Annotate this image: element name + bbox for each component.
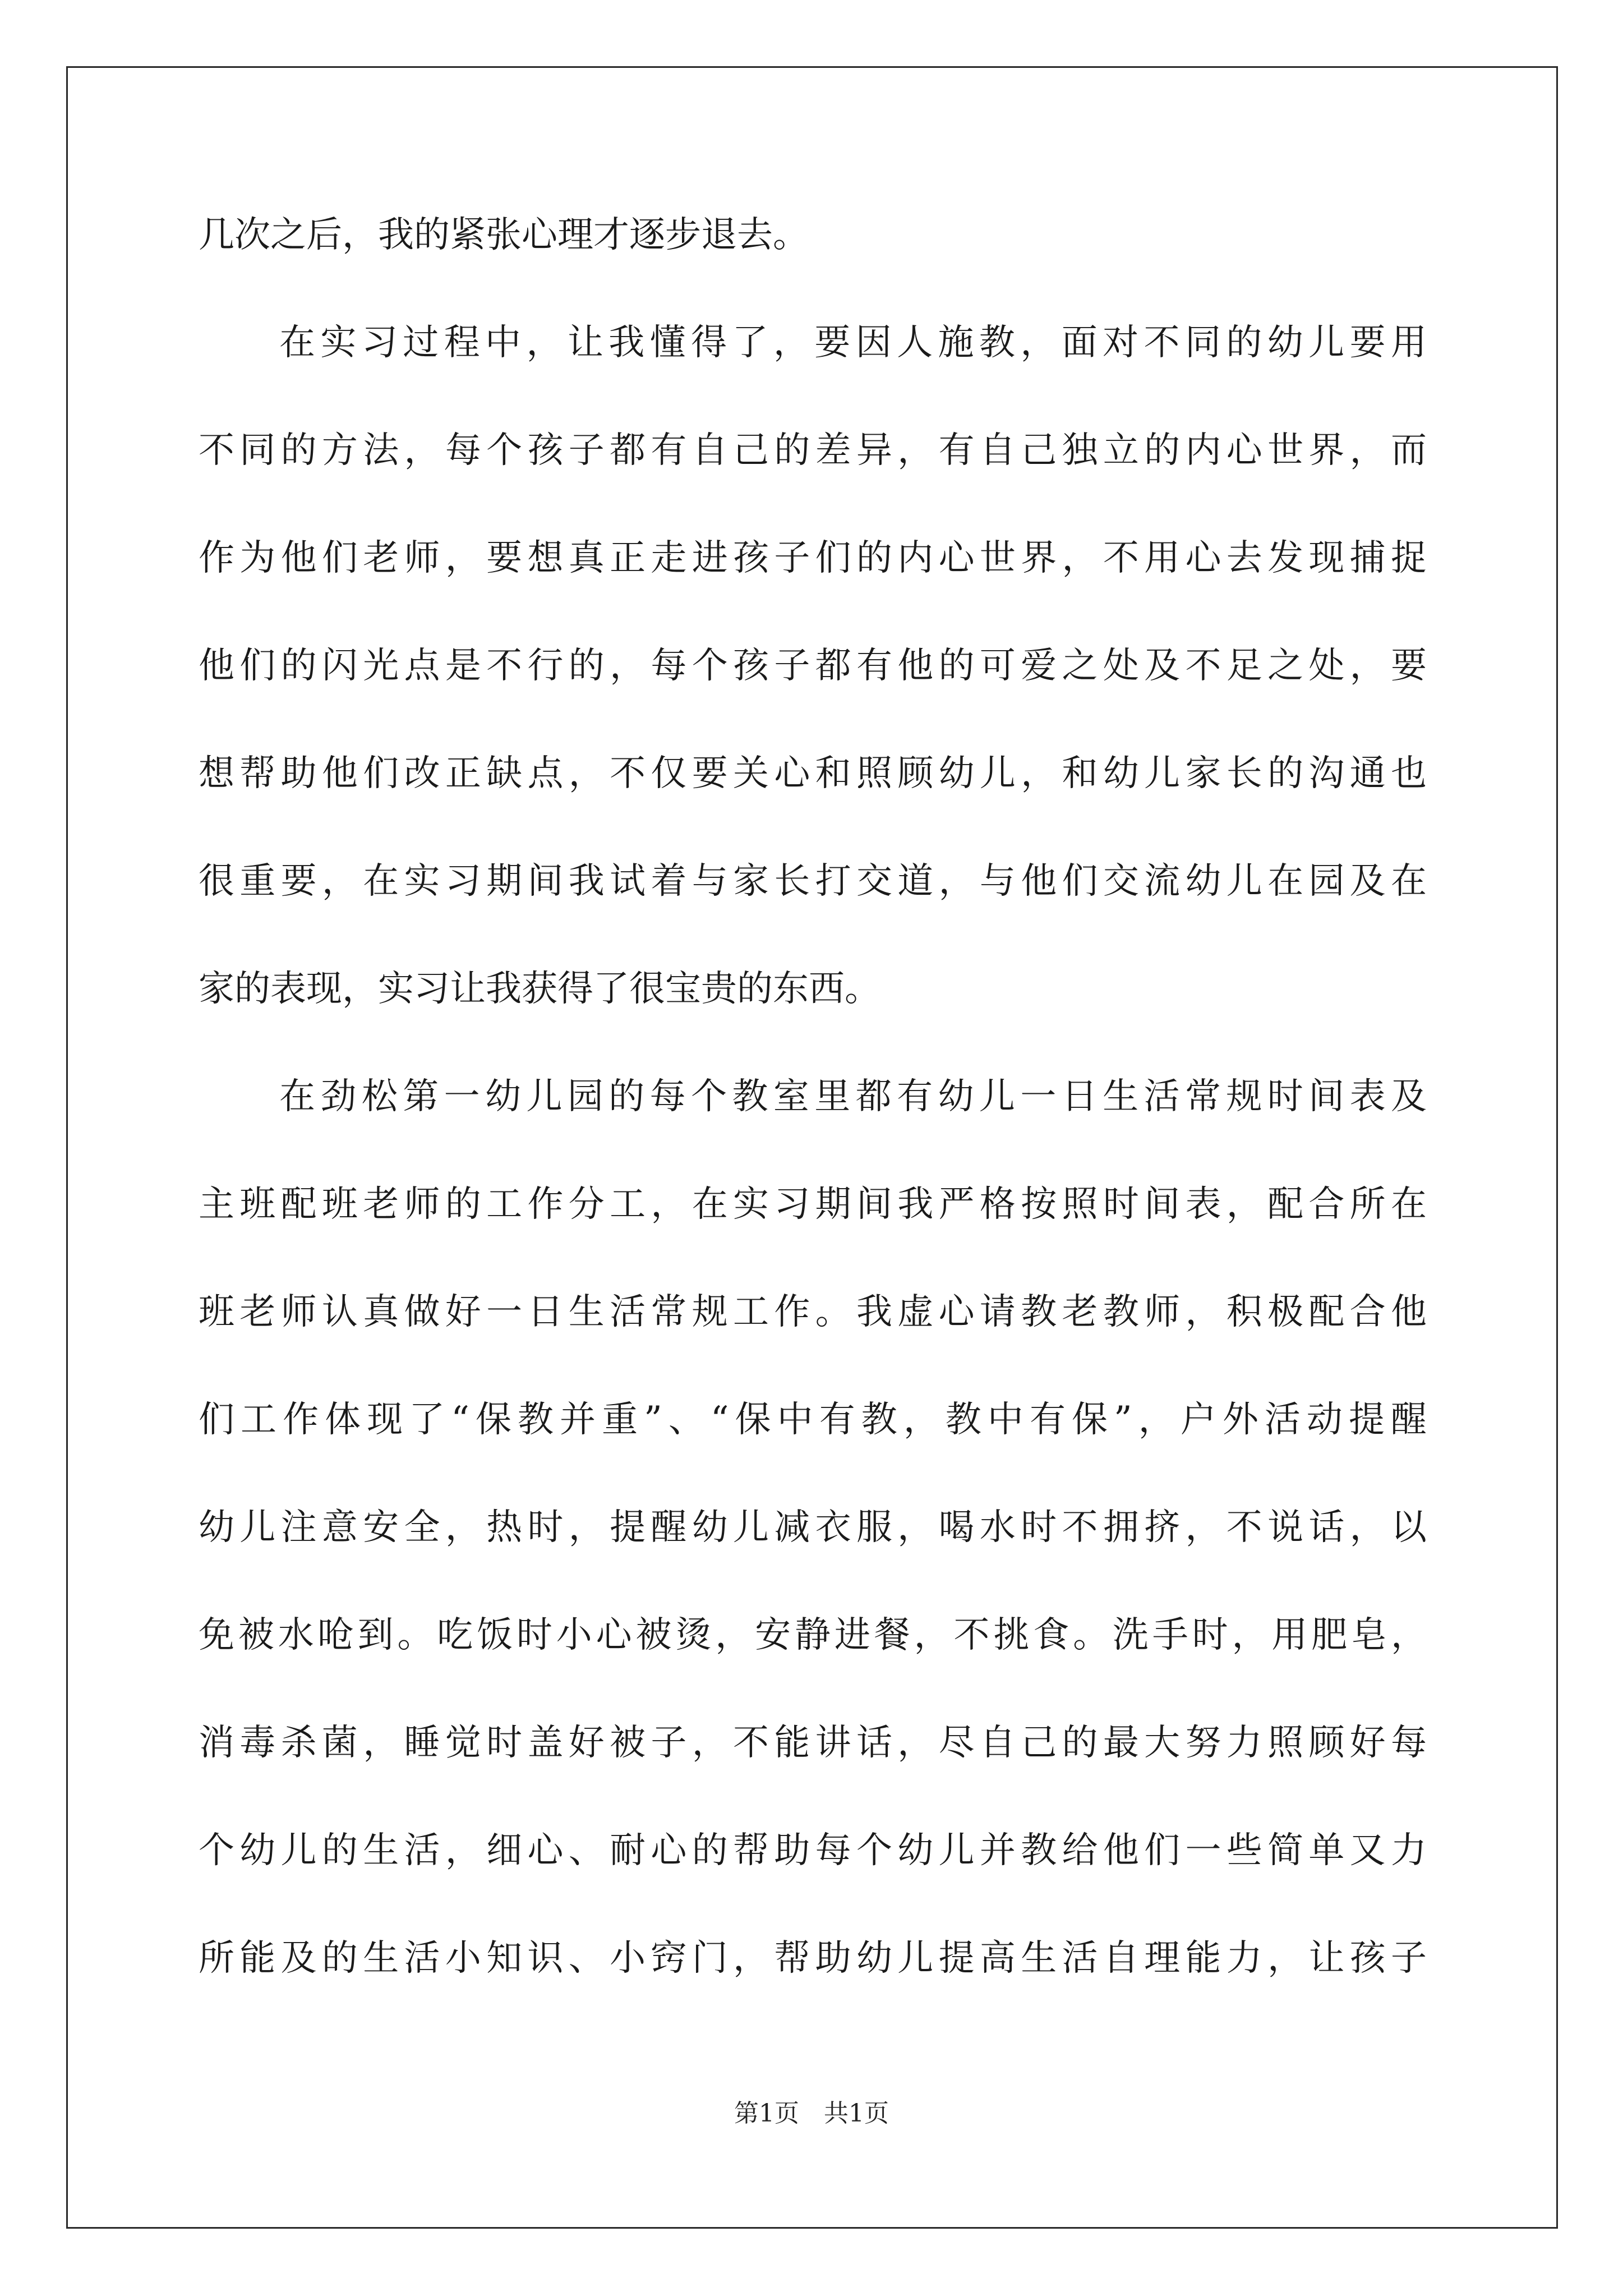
text-line-15: 消毒杀菌，睡觉时盖好被子，不能讲话，尽自己的最大努力照顾好每	[199, 1722, 1427, 1764]
text-line-17: 所能及的生活小知识、小窍门，帮助幼儿提高生活自理能力，让孩子	[199, 1938, 1427, 1979]
text-line-12: 们工作体现了“保教并重”、“保中有教，教中有保”，户外活动提醒	[199, 1399, 1427, 1441]
text-line-1: 几次之后，我的紧张心理才逐步退去。	[199, 214, 809, 256]
text-line-11: 班老师认真做好一日生活常规工作。我虚心请教老教师，积极配合他	[199, 1291, 1427, 1333]
text-line-7: 很重要，在实习期间我试着与家长打交道，与他们交流幼儿在园及在	[199, 861, 1427, 902]
text-line-6: 想帮助他们改正缺点，不仅要关心和照顾幼儿，和幼儿家长的沟通也	[199, 753, 1427, 794]
text-line-16: 个幼儿的生活，细心、耐心的帮助每个幼儿并教给他们一些简单又力	[199, 1830, 1427, 1871]
text-line-13: 幼儿注意安全，热时，提醒幼儿减衣服，喝水时不拥挤，不说话，以	[199, 1507, 1427, 1548]
text-line-4: 作为他们老师，要想真正走进孩子们的内心世界，不用心去发现捕捉	[199, 537, 1427, 579]
page-number-footer: 第1页 共1页	[734, 2099, 889, 2128]
text-line-14: 免被水呛到。吃饭时小心被烫，安静进餐，不挑食。洗手时，用肥皂，	[199, 1614, 1427, 1656]
text-line-10: 主班配班老师的工作分工，在实习期间我严格按照时间表，配合所在	[199, 1184, 1427, 1225]
text-line-3: 不同的方法，每个孩子都有自己的差异，有自己独立的内心世界，而	[199, 430, 1427, 471]
text-line-8: 家的表现，实习让我获得了很宝贵的东西。	[199, 968, 880, 1010]
text-line-5: 他们的闪光点是不行的，每个孩子都有他的可爱之处及不足之处，要	[199, 645, 1427, 687]
text-line-9: 在劲松第一幼儿园的每个教室里都有幼儿一日生活常规时间表及	[279, 1076, 1427, 1117]
text-line-2: 在实习过程中，让我懂得了，要因人施教，面对不同的幼儿要用	[279, 322, 1427, 364]
